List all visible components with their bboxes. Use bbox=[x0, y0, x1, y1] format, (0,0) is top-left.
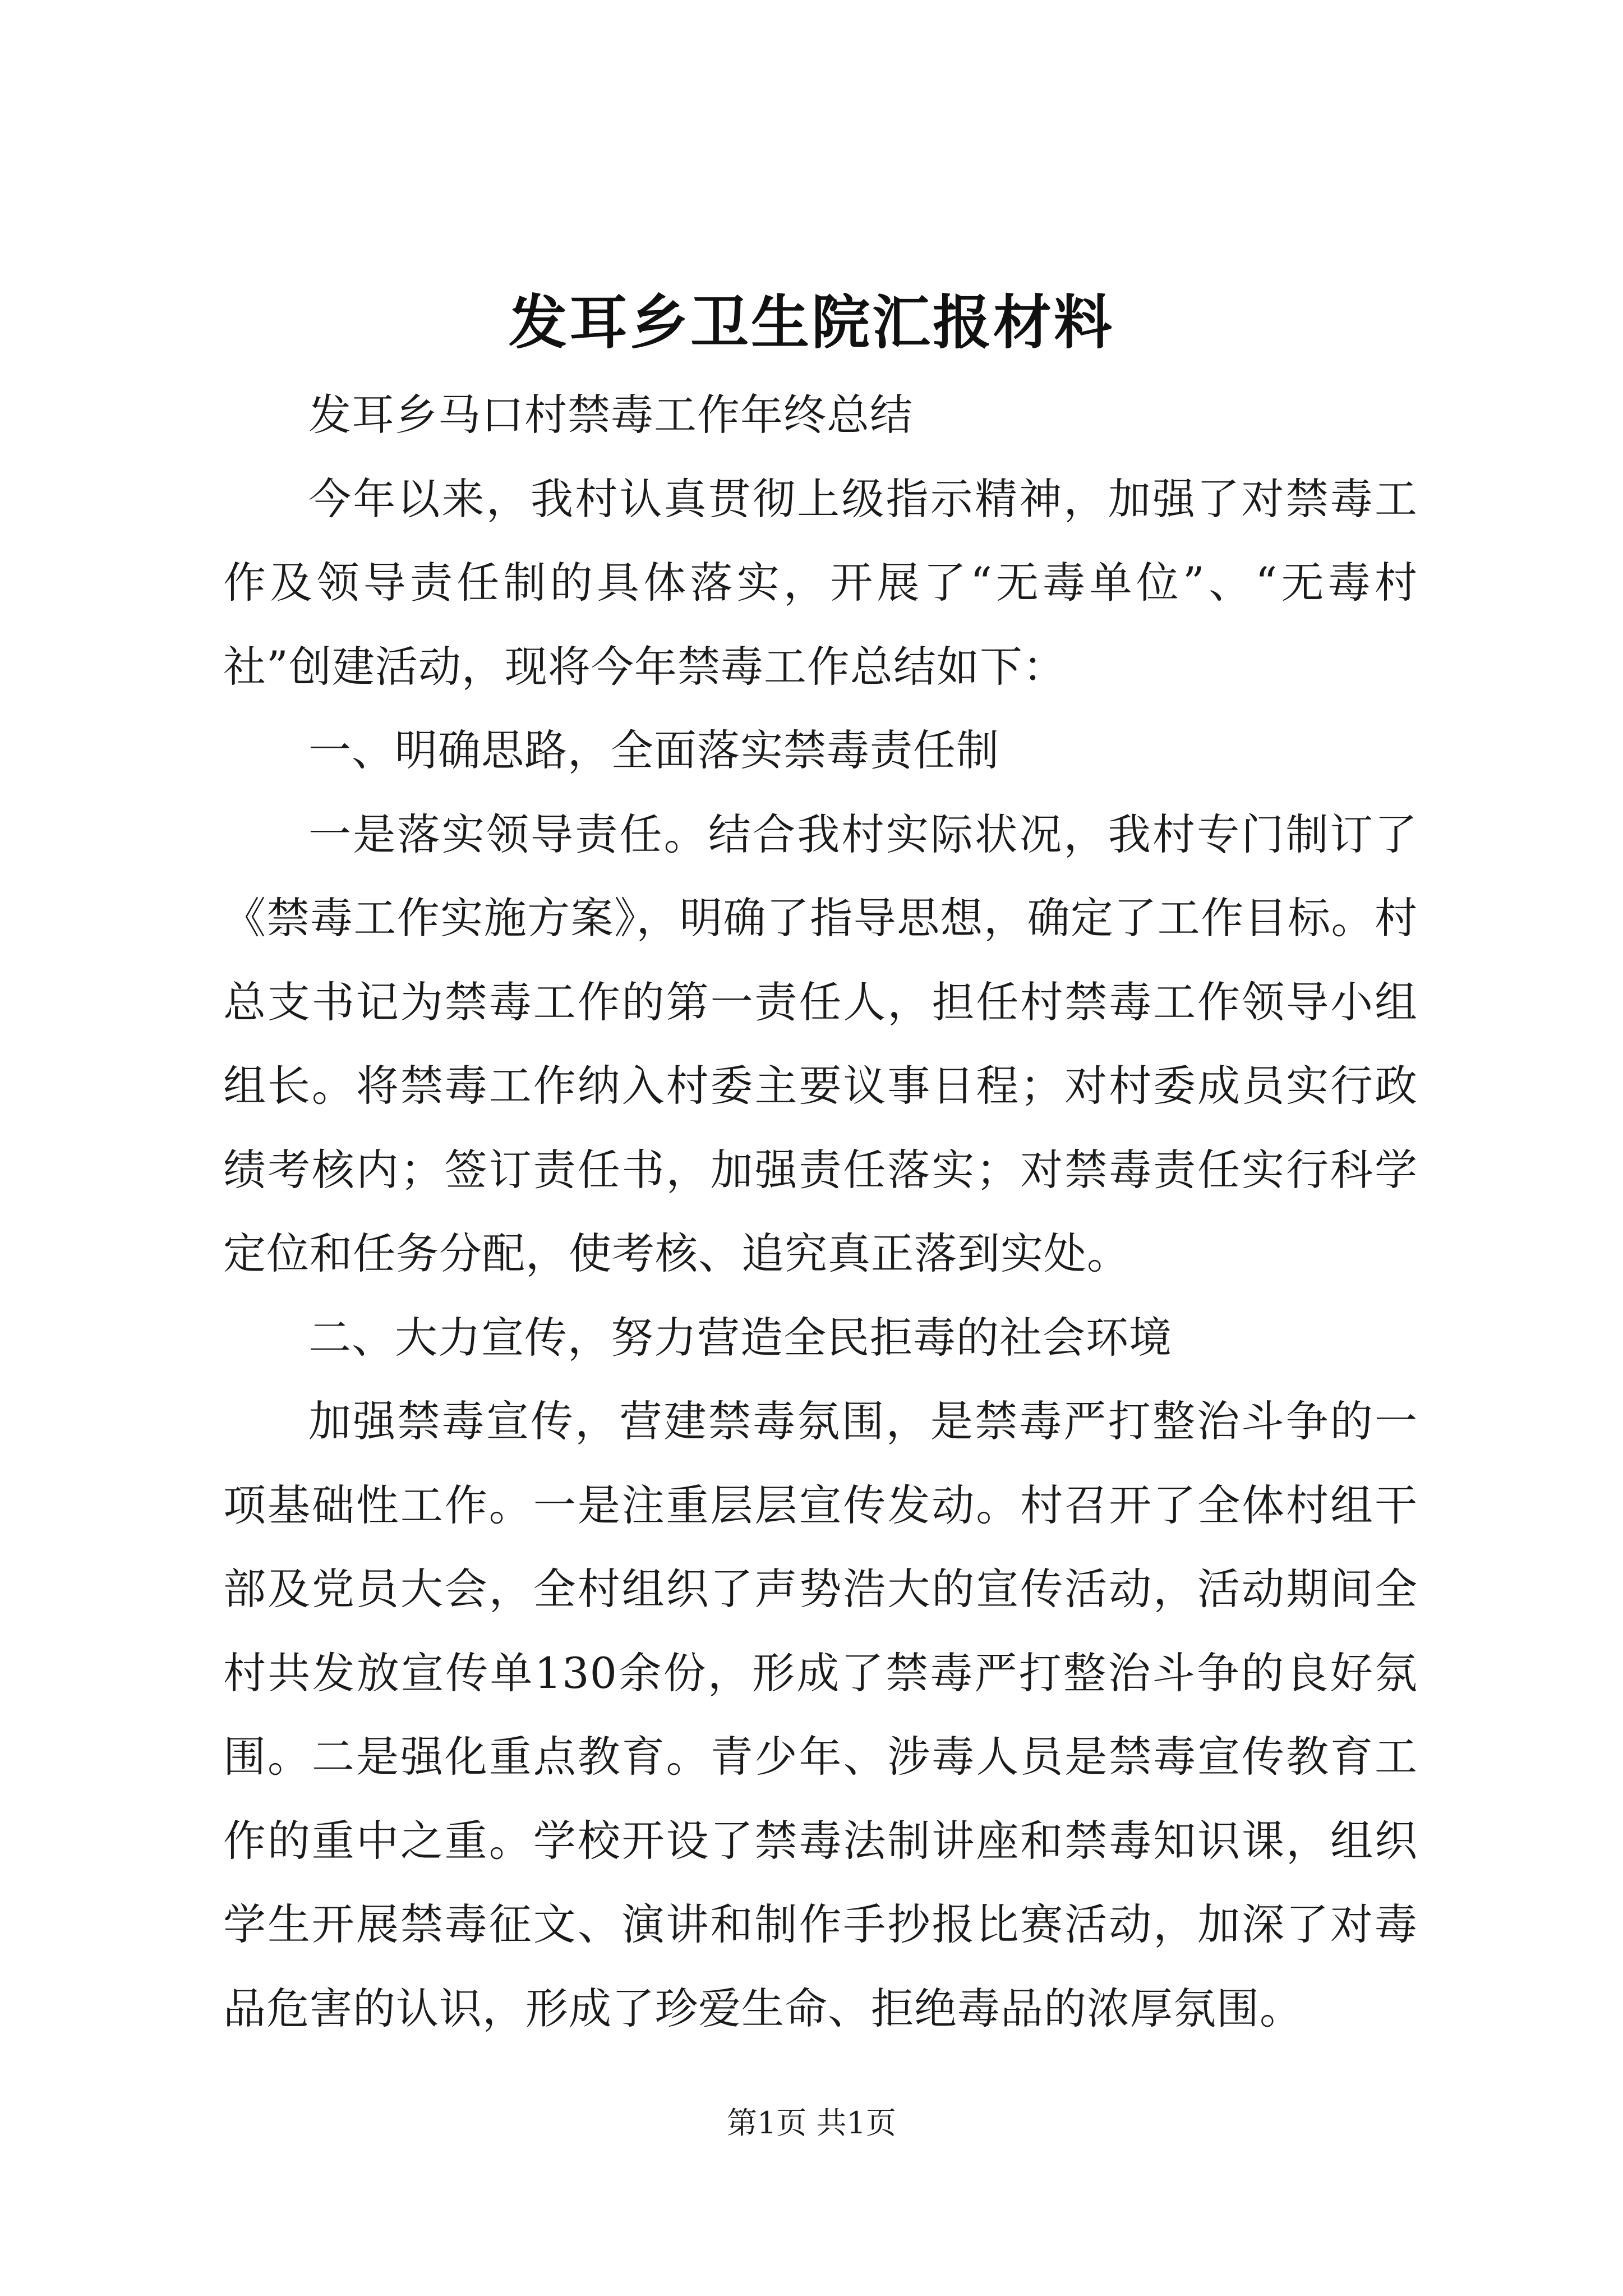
page-number-footer: 第1页 共1页 bbox=[727, 2105, 896, 2141]
section-1-paragraph: 一是落实领导责任。结合我村实际状况，我村专门制订了《禁毒工作实施方案》，明确了指导思想，确定了工作目标。村总支书记为禁毒工作的第一责任人，担任村禁毒工作领导小组组长。将禁毒工作纳入村委主要议事日程；对村委成员实行政绩考核内；签订责任书，加强责任落实；对禁毒责任实行科学定位和任务分配，使考核、追究真正落到实处。 bbox=[223, 809, 1418, 1278]
intro-paragraph: 今年以来，我村认真贯彻上级指示精神，加强了对禁毒工作及领导责任制的具体落实，开展了“无毒单位”、“无毒村社”创建活动，现将今年禁毒工作总结如下： bbox=[223, 473, 1418, 692]
document-title: 发耳乡卫生院汇报材料 bbox=[508, 288, 1114, 357]
section-heading-1: 一、明确思路，全面落实禁毒责任制 bbox=[308, 725, 999, 775]
section-2-paragraph: 加强禁毒宣传，营建禁毒氛围，是禁毒严打整治斗争的一项基础性工作。一是注重层层宣传发动。村召开了全体村组干部及党员大会，全村组织了声势浩大的宣传活动，活动期间全村共发放宣传单130余份，形成了禁毒严打整治斗争的良好氛围。二是强化重点教育。青少年、涉毒人员是禁毒宣传教育工作的重中之重。学校开设了禁毒法制讲座和禁毒知识课，组织学生开展禁毒征文、演讲和制作手抄报比赛活动，加深了对毒品危害的认识，形成了珍爱生命、拒绝毒品的浓厚氛围。 bbox=[223, 1396, 1418, 2033]
section-heading-2: 二、大力宣传，努力营造全民拒毒的社会环境 bbox=[308, 1312, 1172, 1363]
document-body bbox=[223, 373, 1418, 2050]
subtitle-paragraph: 发耳乡马口村禁毒工作年终总结 bbox=[308, 390, 913, 440]
